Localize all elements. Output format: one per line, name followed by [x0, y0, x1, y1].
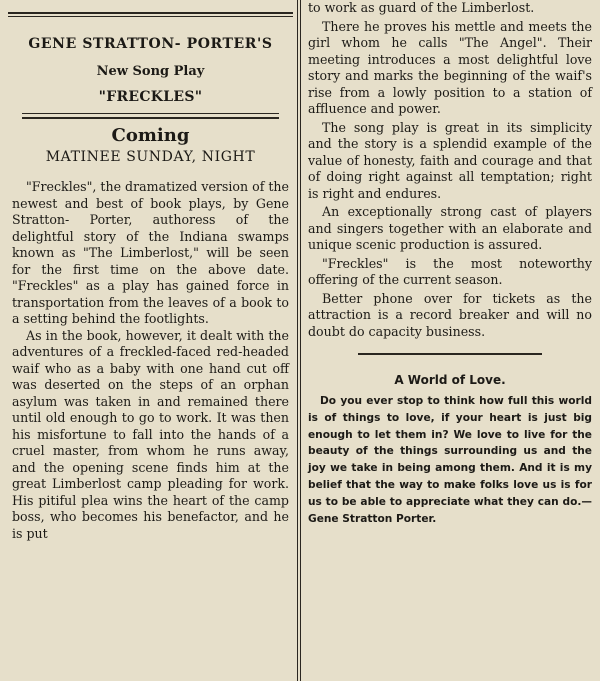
headline-author: GENE STRATTON- PORTER'S	[28, 36, 273, 52]
quote-paragraph: Do you ever stop to think how full this world is of things to love, if your heart is just big enough to let them in? We love to live for the beauty of the things surrounding us and the joy we take in being among them. And it is my belief that the way to make folks love us is for us to be able to appreciate what they can do.— Gene Stratton Porter.	[308, 395, 592, 525]
quote-title: A World of Love.	[394, 373, 506, 387]
headline-play-name: "FRECKLES"	[98, 89, 203, 105]
article-body	[12, 179, 289, 542]
header-rule	[22, 113, 279, 114]
article-paragraph: As in the book, however, it dealt with the adventures of a freckled-faced red-headed waif who as a baby with one hand cut off was deserted on the steps of an orphan asylum was taken in and remained there until old enough to go to work. It was then his misfortune to fall into the hands of a cruel master, from whom he runs away, and the opening scene finds him at the great Limberlost camp pleading for work. His pitiful plea wins the heart of the camp boss, who becomes his benefactor, and he is put	[12, 327, 289, 541]
article-paragraph: "Freckles" is the most noteworthy offering of the current season.	[308, 255, 592, 287]
coming-label: Coming	[111, 125, 190, 146]
article-paragraph: There he proves his mettle and meets the girl whom he calls "The Angel". Their meeting introduces a most delightful love story and marks the beginning of the waif's rise from a lowly position to a station of affluence and power.	[308, 18, 592, 116]
showtime-label: MATINEE SUNDAY, NIGHT	[45, 149, 256, 165]
quote-body	[308, 393, 592, 527]
article-paragraph: The song play is great in its simplicity and the story is a splendid example of the value of honesty, faith and courage and that of doing right against all temptation; right is right and endures.	[308, 119, 592, 201]
article-paragraph: to work as guard of the Limberlost.	[308, 0, 535, 15]
header-rule	[22, 117, 279, 119]
section-divider	[358, 353, 542, 355]
left-column	[0, 0, 297, 681]
advertisement-header	[12, 36, 289, 165]
article-paragraph: An exceptionally strong cast of players and singers together with an elaborate and unique scenic production is assured.	[308, 204, 592, 252]
right-column	[301, 0, 600, 681]
article-paragraph: Better phone over for tickets as the attraction is a record breaker and will no doubt do capacity business.	[308, 290, 592, 339]
column-divider	[297, 0, 298, 681]
article-continuation	[308, 0, 592, 340]
article-paragraph: "Freckles", the dramatized version of the newest and best of book plays, by Gene Stratton- Porter, authoress of the delightful story of the Indiana swamps known as "The Limberlost," will be seen for the first time on the above date. "Freckles" as a play has gained force in transportation from the leaves of a book to a setting behind the footlights.	[12, 179, 289, 326]
headline-subtitle: New Song Play	[96, 64, 205, 79]
